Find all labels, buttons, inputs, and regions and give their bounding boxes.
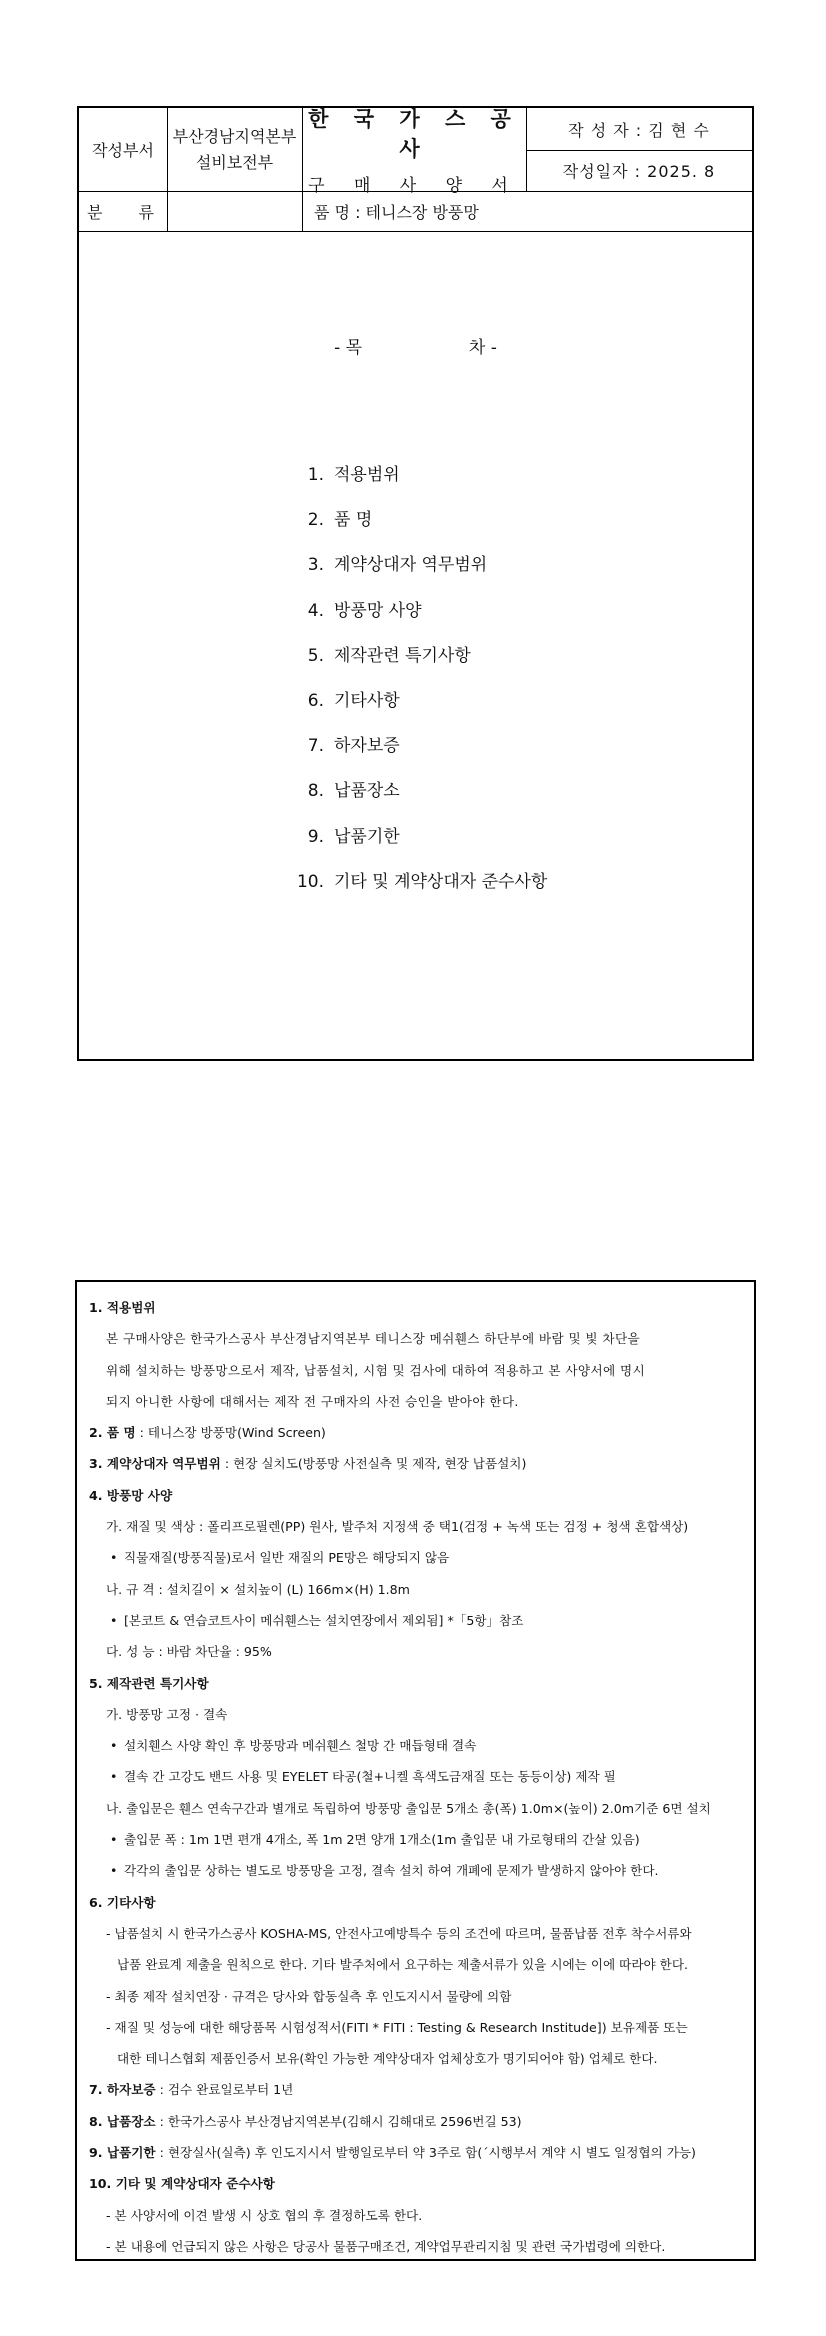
dept-value [167,108,302,191]
section-8-title: 8. 납품장소 [89,2113,156,2129]
date-field: 작성일자 : 2025. 8 [562,162,716,181]
section-4-bullet: • 직물재질(방풍직물)로서 일반 재질의 PE망은 해당되지 않음 [110,1550,450,1566]
section-8-text: : 한국가스공사 부산경남지역본부(김해시 김해대로 2596번길 53) [155,2113,522,2129]
section-7-title: 7. 하자보증 [89,2082,156,2098]
document-type: 구 매 사 양 서 [308,176,520,196]
cover-page [77,106,754,1061]
toc-item: 6. 기타사항 [307,690,400,711]
toc-item: 8. 납품장소 [307,781,400,802]
toc-item: 1. 적용범위 [307,465,400,485]
section-3 [89,1448,754,1479]
section-1-title: 1. 적용범위 [89,1300,156,1315]
toc-list [290,460,547,912]
section-9 [89,2137,754,2168]
classification-label [79,191,167,231]
section-7-text: : 검수 완료일로부터 1년 [155,2082,294,2098]
header-table [79,108,752,231]
section-5-bullet: • 결속 간 고강도 밴드 사용 및 EYELET 타공(철+니켈 흑색도금재질 또는 동등이상) 제작 필 [110,1769,616,1785]
section-4-title: 4. 방풍망 사양 [89,1487,173,1503]
toc-item: 4. 방풍망 사양 [307,600,422,621]
section-5-item: 가. 방풍망 고정 · 결속 [106,1706,228,1722]
section-4-bullet: • [본코트 & 연습코트사이 메쉬휀스는 설치연장에서 제외됨] *「5항」참조 [110,1612,524,1628]
section-3-text: : 현장 실치도(방풍망 사전실측 및 제작, 현장 납품설치) [220,1456,527,1472]
section-7 [89,2074,754,2105]
section-9-title: 9. 납품기한 [89,2145,156,2161]
section-1-paragraph: 위해 설치하는 방풍망으로서 제작, 납품설치, 시험 및 검사에 대하여 적용하고 본 사양서에 명시 [106,1362,646,1378]
dept-label: 작성부서 [92,141,154,160]
section-4-item: 다. 성 능 : 바람 차단율 : 95% [106,1644,272,1660]
section-2 [89,1417,754,1448]
section-8 [89,2106,754,2137]
section-5-bullet: • 각각의 출입문 상하는 별도로 방풍망을 고정, 결속 설치 하여 개폐에 문제가 발생하지 않아야 한다. [110,1863,659,1879]
toc-item: 5. 제작관련 특기사항 [307,645,471,666]
section-10-title: 10. 기타 및 계약상대자 준수사항 [89,2176,275,2192]
section-5-item: 나. 출입문은 휀스 연속구간과 별개로 독립하여 방풍망 출입문 5개소 총(폭) 1.0m×(높이) 2.0m기준 6면 설치 [106,1800,711,1816]
section-6-item-cont: 납품 완료계 제출을 원칙으로 한다. 기타 발주처에서 요구하는 제출서류가 있을 시에는 이에 따라야 한다. [117,1957,689,1973]
classification-label-a: 분 [87,202,103,222]
section-6-item: - 납품설치 시 한국가스공사 KOSHA-MS, 안전사고예방특수 등의 조건에 따르며, 물품납품 전후 착수서류와 [106,1925,692,1941]
toc-heading-left: - 목 [334,338,363,358]
section-6-title: 6. 기타사항 [89,1894,156,1910]
toc-item: 2. 품 명 [307,510,373,531]
section-6-item: - 최종 제작 설치연장 · 규격은 당사와 합동실측 후 인도지시서 물량에 의함 [106,1988,512,2004]
toc-heading-right: 차 - [468,338,497,358]
spec-page [75,1280,756,2261]
section-4-item: 나. 규 격 : 설치길이 × 설치높이 (L) 166m×(H) 1.8m [106,1581,410,1597]
company-name: 한 국 가 스 공 사 [308,107,520,161]
section-2-text: : 테니스장 방풍망(Wind Screen) [135,1425,326,1441]
section-3-title: 3. 계약상대자 역무범위 [89,1456,221,1472]
document-title [302,107,526,196]
toc-item: 3. 계약상대자 역무범위 [307,555,488,576]
toc-item: 7. 하자보증 [307,736,400,757]
section-2-title: 2. 품 명 [89,1425,136,1441]
toc-heading [79,333,752,358]
section-6-item-cont: 대한 테니스협회 제품인증서 보유(확인 가능한 계약상대자 업체상호가 명기되어야 함) 업체로 한다. [117,2051,658,2067]
dept-line-1: 부산경남지역본부 [172,126,297,146]
section-6-item: - 재질 및 성능에 대한 해당품목 시험성적서(FITI * FITI : Testing & Research Institude]) 보유제품 또는 [106,2019,688,2035]
section-9-text: : 현장실사(실측) 후 인도지시서 발행일로부터 약 3주로 함(´시행부서 계약 시 별도 일정협의 가능) [155,2145,696,2161]
section-1-paragraph: 본 구매사양은 한국가스공사 부산경남지역본부 테니스장 메쉬휀스 하단부에 바람 및 빛 차단을 [106,1331,641,1347]
section-10-item: - 본 사양서에 이견 발생 시 상호 협의 후 결정하도록 한다. [106,2207,423,2223]
section-4-item: 가. 재질 및 색상 : 폴리프로필렌(PP) 원사, 발주처 지정색 중 택1(검정 + 녹색 또는 검정 + 청색 혼합색상) [106,1519,689,1535]
section-1-paragraph: 되지 아니한 사항에 대해서는 제작 전 구매자의 사전 승인을 받아야 한다. [106,1393,519,1409]
section-5-title: 5. 제작관련 특기사항 [89,1675,209,1691]
writer-field: 작 성 자 : 김 현 수 [568,120,710,140]
toc-item: 9. 납품기한 [307,826,400,847]
toc-item: 10. 기타 및 계약상대자 준수사항 [296,871,548,892]
dept-line-2: 설비보전부 [195,152,274,172]
section-10-item: - 본 내용에 언급되지 않은 사항은 당공사 물품구매조건, 계약업무관리지침 및 관련 국가법령에 의한다. [106,2238,666,2254]
item-name: 품 명 : 테니스장 방풍망 [314,202,479,222]
section-5-bullet: • 출입문 폭 : 1m 1면 편개 4개소, 폭 1m 2면 양개 1개소(1m 출입문 내 가로형태의 간살 있음) [110,1832,640,1848]
section-5-bullet: • 설치휀스 사양 확인 후 방풍망과 메쉬휀스 철망 간 매듭형태 결속 [110,1738,477,1754]
classification-label-b: 류 [138,202,154,222]
